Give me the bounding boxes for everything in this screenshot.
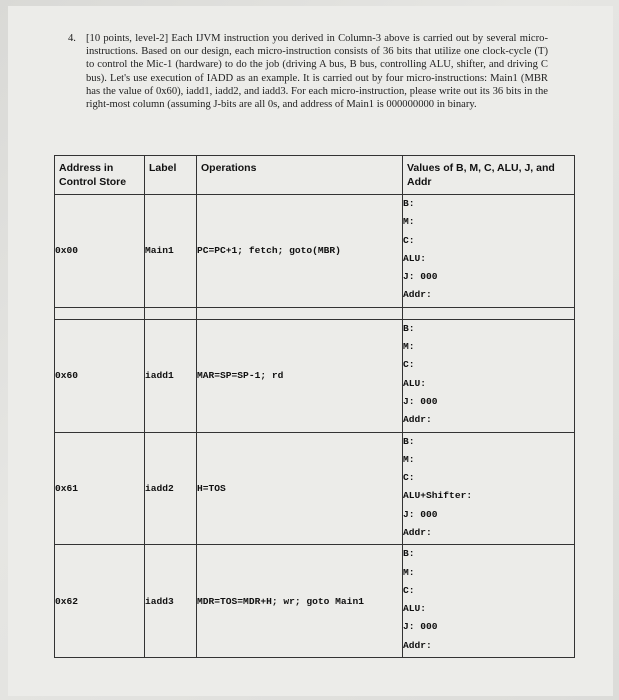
row-address: 0x60 — [55, 319, 145, 432]
question-text: [10 points, level-2] Each IJVM instruction you derived in Column-3 above is carried out by several micro-instructions. Based on our design, each micro-instruction consists of 36 bits that utilize one clock-cycle (T) to control the Mic-1 (hardware) to do the job (driving A bus, B bus, controlling ALU, shifter, and driving C bus). Let's use execution of IADD as an example. It is carried out by four micro-instructions: Main1 (MBR has the value of 0x60), iadd1, iadd2, and iadd3. For each micro-instruction, please write out its 36 bits in the right-most column (assuming J-bits are all 0s, and address of Main1 is 000000000 in binary. — [86, 33, 548, 111]
field-addr: Addr: — [403, 639, 432, 651]
row-operations: MAR=SP=SP-1; rd — [197, 319, 403, 432]
table-row — [55, 319, 575, 432]
field-b: B: — [403, 435, 415, 447]
field-m: M: — [403, 566, 415, 578]
field-m: M: — [403, 453, 415, 465]
row-operations: MDR=TOS=MDR+H; wr; goto Main1 — [197, 545, 403, 658]
row-operations: PC=PC+1; fetch; goto(MBR) — [197, 195, 403, 308]
header-operations: Operations — [197, 156, 403, 195]
field-alu-shifter: ALU+Shifter: — [403, 490, 473, 502]
field-addr: Addr: — [403, 289, 432, 301]
row-values[interactable] — [403, 195, 575, 308]
row-values[interactable] — [403, 545, 575, 658]
row-operations: H=TOS — [197, 432, 403, 545]
field-m: M: — [403, 341, 415, 353]
field-c: C: — [403, 472, 415, 484]
header-values: Values of B, M, C, ALU, J, and Addr — [403, 156, 575, 195]
row-address: 0x00 — [55, 195, 145, 308]
field-alu: ALU: — [403, 252, 427, 264]
row-label: iadd2 — [145, 432, 197, 545]
row-address: 0x61 — [55, 432, 145, 545]
field-m: M: — [403, 216, 415, 228]
question-paragraph — [68, 32, 548, 111]
question-block — [68, 32, 548, 111]
field-b: B: — [403, 322, 415, 334]
field-alu: ALU: — [403, 377, 427, 389]
microinstruction-table — [54, 155, 575, 658]
field-addr: Addr: — [403, 526, 432, 538]
field-addr: Addr: — [403, 414, 432, 426]
field-alu: ALU: — [403, 603, 427, 615]
field-j: J: 000 — [403, 395, 438, 407]
field-j: J: 000 — [403, 621, 438, 633]
table-header-row — [55, 156, 575, 195]
row-label: iadd3 — [145, 545, 197, 658]
field-j: J: 000 — [403, 271, 438, 283]
row-values[interactable] — [403, 432, 575, 545]
header-label: Label — [145, 156, 197, 195]
row-values[interactable] — [403, 319, 575, 432]
field-j: J: 000 — [403, 508, 438, 520]
row-label: Main1 — [145, 195, 197, 308]
field-b: B: — [403, 548, 415, 560]
field-c: C: — [403, 359, 415, 371]
field-c: C: — [403, 584, 415, 596]
table-row — [55, 195, 575, 308]
question-number: 4. — [68, 33, 76, 44]
field-c: C: — [403, 234, 415, 246]
field-b: B: — [403, 198, 415, 209]
row-address: 0x62 — [55, 545, 145, 658]
table-row — [55, 432, 575, 545]
row-label: iadd1 — [145, 319, 197, 432]
header-address: Address in Control Store — [55, 156, 145, 195]
separator-row — [55, 307, 575, 319]
table-row — [55, 545, 575, 658]
